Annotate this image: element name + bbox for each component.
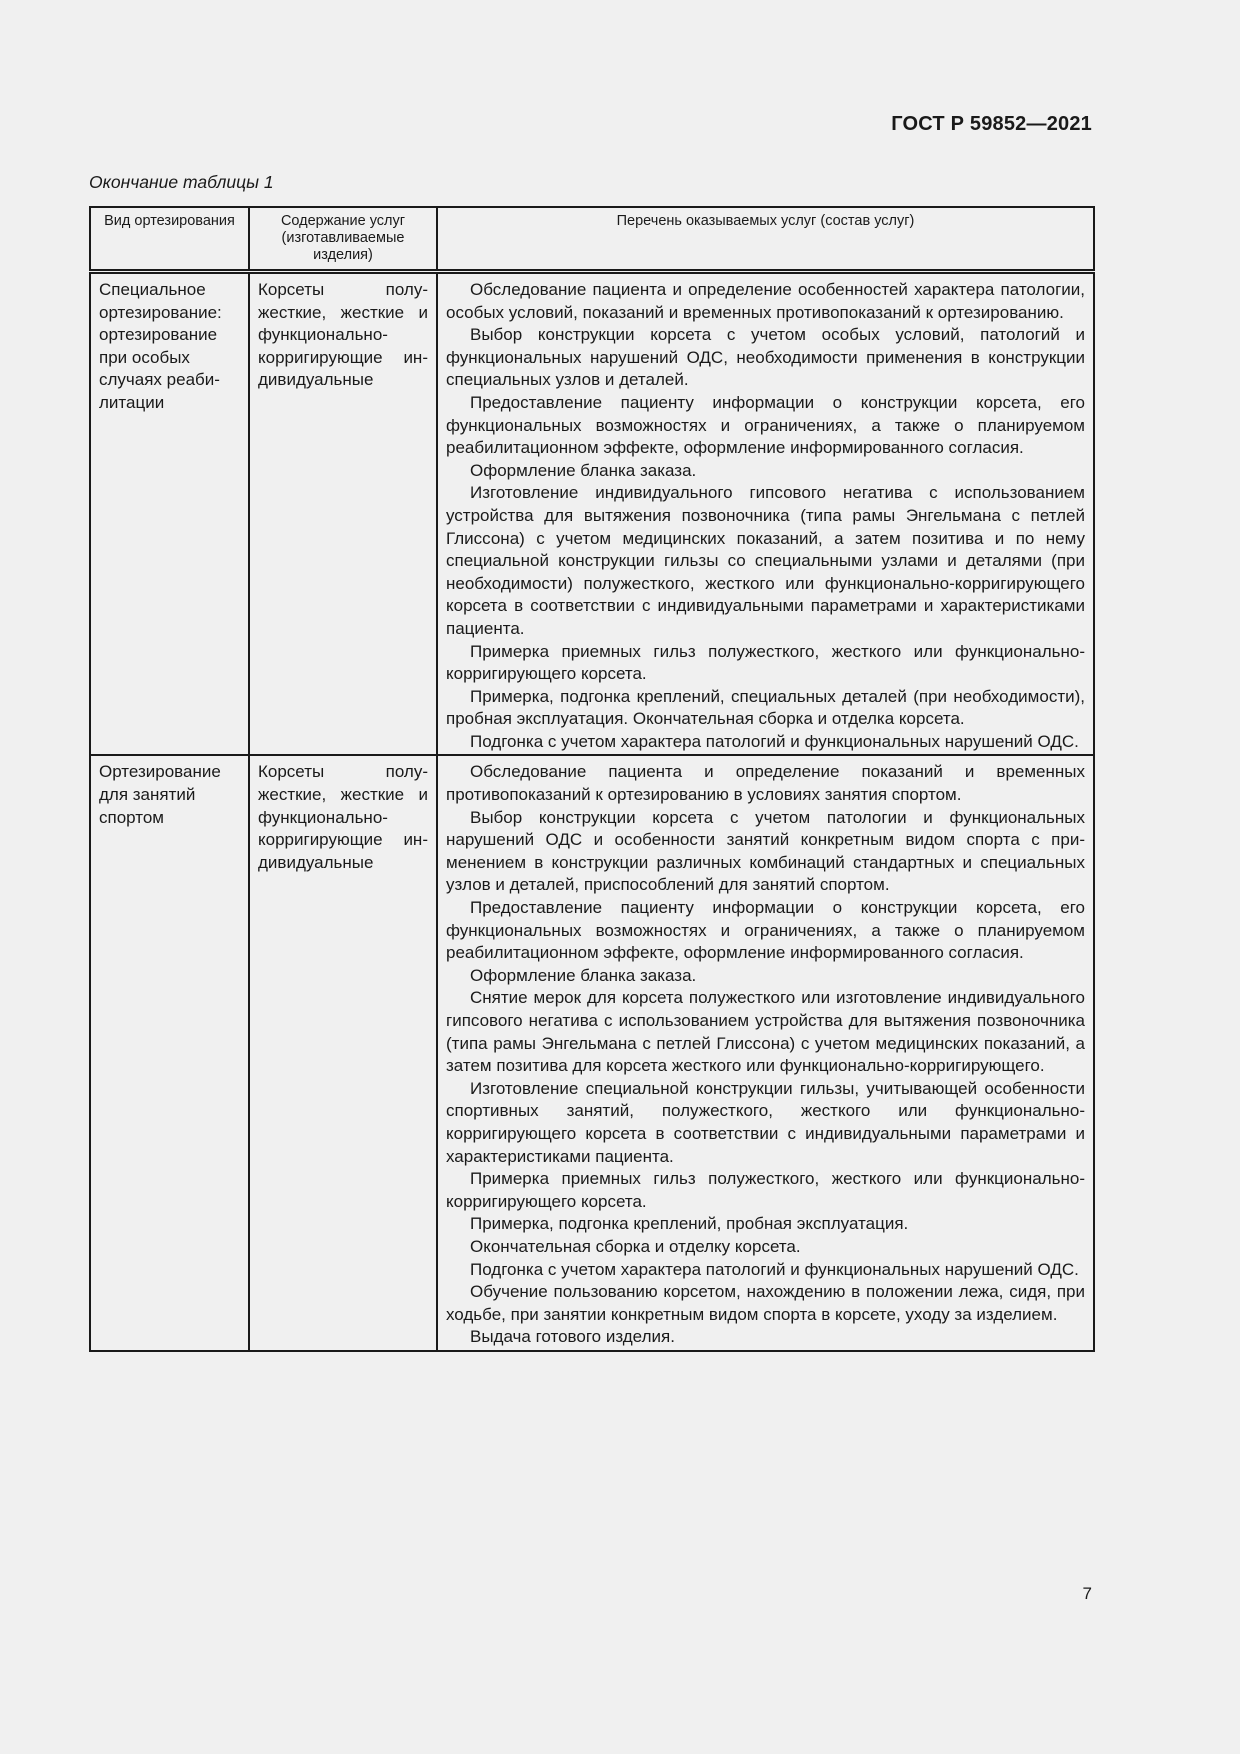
service-item: Снятие мерок для корсета полужесткого или изготовление индивидуального гипсового негатива с использованием устройства для вытяжения позвоночника (типа рамы Энгельмана с петлей Глиссона) с учетом медицинских показаний, а затем позитива для корсета жесткого или функционально-корригирующего.: [446, 988, 1085, 1076]
services-table: [89, 206, 1093, 1352]
column-header-services: Перечень оказываемых услуг (состав услуг): [437, 207, 1094, 272]
service-item: Подгонка с учетом характера патологий и функциональных нарушений ОДС.: [470, 731, 1079, 751]
cell-content: Корсеты полужесткие, жесткие и функционально-корригирующие индивидуальные: [249, 272, 437, 756]
cell-kind: Специальное ортезирование: ортезирование при особых случаях реабилитации: [90, 272, 249, 756]
service-item: Оформление бланка заказа.: [470, 460, 697, 480]
service-item: Предоставление пациенту информации о конструкции корсета, его функциональных возможностях и ограничениях, а также о планируемом реабилитационном эффекте, оформление информированного согласия.: [446, 898, 1085, 963]
column-header-content: Содержание услуг (изготавливаемые изделия): [249, 207, 437, 272]
service-item: Изготовление индивидуального гипсового негатива с использованием устройства для вытяжения позвоночника (типа рамы Энгельмана с петлей Глиссона) с учетом медицинских показаний, а затем позитива и по нему специальной конструкции гильзы со специальными узлами и деталями (при необходимости) полужесткого, жесткого или функционально-корригирующего корсета в соответствии с индивидуальными параметрами и характеристиками пациента.: [446, 483, 1085, 638]
service-item: Изготовление специальной конструкции гильзы, учитывающей особенности спортивных занятий, полужесткого, жесткого или функционально-корригирующего корсета в соответствии с индивидуальными параметрами и характеристиками пациента.: [446, 1078, 1085, 1166]
service-item: Примерка, подгонка креплений, специальных деталей (при необходимости), пробная эксплуатация. Окончательная сборка и отделка корсета.: [446, 686, 1085, 729]
cell-kind: Ортезирование для занятий спортом: [90, 755, 249, 1350]
service-item: Обследование пациента и определение особенностей характера патологии, особых условий, показаний и временных противопоказаний к ортезированию.: [446, 280, 1085, 322]
cell-content: Корсеты полужесткие, жесткие и функционально-корригирующие индивидуальные: [249, 755, 437, 1350]
service-item: Примерка приемных гильз полужесткого, жесткого или функционально-корригирующего корсета.: [446, 641, 1085, 684]
service-item: Предоставление пациенту информации о конструкции корсета, его функциональных возможностях и ограничениях, а также о планируемом реабилитационном эффекте, оформление информированного согласия.: [446, 392, 1085, 458]
column-header-kind: Вид ортезирования: [90, 207, 249, 272]
cell-services: [437, 755, 1094, 1350]
service-item: Выдача готового изделия.: [470, 1327, 675, 1347]
document-code: ГОСТ Р 59852—2021: [891, 113, 1092, 135]
table-header-row: [90, 207, 1094, 272]
service-item: Обследование пациента и определение показаний и временных противопоказаний к ортезированию в условиях занятия спортом.: [446, 762, 1085, 805]
service-item: Примерка, подгонка креплений, пробная эксплуатация.: [470, 1214, 909, 1234]
service-item: Оформление бланка заказа.: [470, 965, 697, 985]
service-item: Подгонка с учетом характера патологий и функциональных нарушений ОДС.: [470, 1259, 1079, 1279]
service-item: Выбор конструкции корсета с учетом патологии и функциональных нарушений ОДС и особенности занятий конкретным видом спорта с применением в конструкции различных комбинаций стандартных и специальных узлов и деталей, приспособлений для занятий спортом.: [446, 807, 1085, 895]
service-item: Примерка приемных гильз полужесткого, жесткого или функционально-корригирующего корсета.: [446, 1169, 1085, 1211]
table: [89, 206, 1095, 1352]
table-row: [90, 272, 1094, 756]
table-caption: Окончание таблицы 1: [89, 172, 274, 192]
service-item: Выбор конструкции корсета с учетом особых условий, патологий и функциональных нарушений ОДС, необходимости применения в конструкции специальных узлов и деталей.: [446, 325, 1085, 390]
table-row: [90, 755, 1094, 1350]
service-item: Окончательная сборка и отделку корсета.: [470, 1236, 801, 1256]
service-item: Обучение пользованию корсетом, нахождению в положении лежа, сидя, при ходьбе, при занятии конкретным видом спорта в корсете, уходу за изделием.: [446, 1282, 1085, 1324]
cell-services: [437, 272, 1094, 756]
page-number: 7: [1082, 1584, 1092, 1603]
